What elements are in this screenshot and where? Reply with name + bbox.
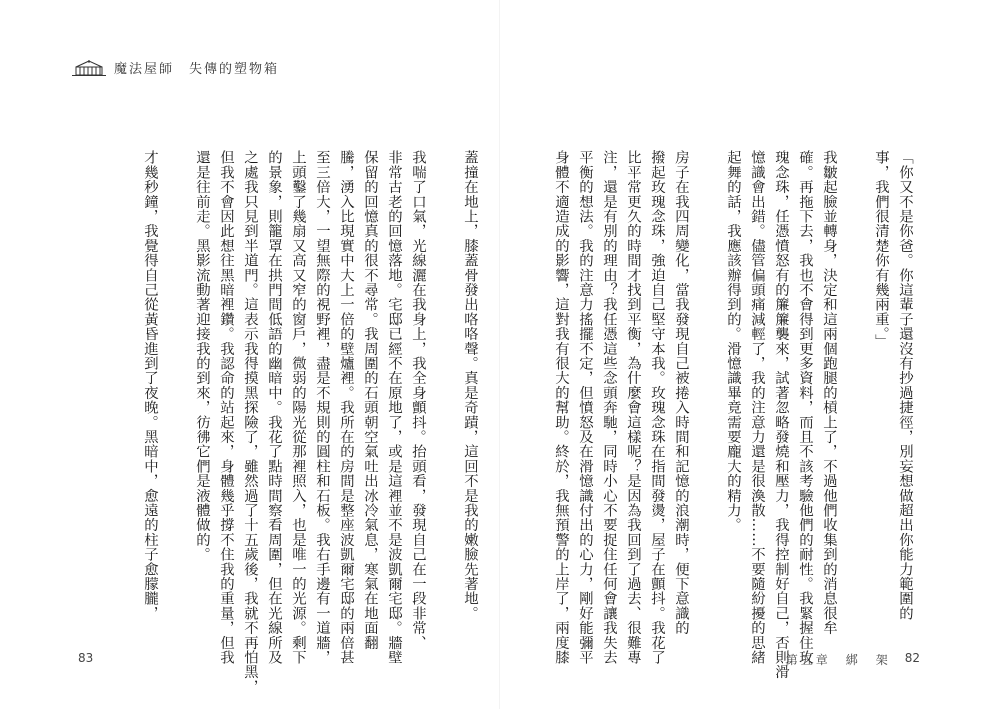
text-line: 的景象，則籠罩在拱門間低語的幽暗中。我花了點時間察看周圍，但在光線所及: [266, 150, 282, 665]
text-line: 至三倍大，一望無際的視野裡，盡是不規則的圓柱和石板。我右手邊有一道牆，: [314, 150, 330, 665]
text-line: 確。再拖下去，我也不會得到更多資料，而且不該考驗他們的耐性。我緊握住玫: [797, 150, 813, 665]
text-line: 撥起玫瑰念珠，強迫自己堅守本我。玫瑰念珠在指間發燙，屋子在顫抖。我花了: [649, 150, 665, 665]
text-line: 事，我們很清楚你有幾兩重。」: [873, 150, 889, 349]
text-line: 我喘了口氣，光線灑在我身上，我全身顫抖。抬頭看，發現自己在一段非常、: [410, 150, 426, 650]
running-head: [72, 58, 279, 77]
page-number-right: 82: [904, 651, 920, 665]
text-line: 房子在我四周變化，當我發現自己被捲入時間和記憶的浪潮時，便下意識的: [673, 150, 689, 636]
text-line: 蓋撞在地上，膝蓋骨發出咯咯聲。真是奇蹟，這回不是我的嫩臉先著地。: [462, 150, 478, 621]
book-title: 魔法屋師 失傳的塑物箱: [114, 62, 280, 77]
chapter-title: 第五章 綁 架: [785, 653, 891, 667]
text-line: 我皺起臉並轉身，決定和這兩個跑腿的槓上了，不過他們收集到的消息很牟: [821, 150, 837, 636]
text-line: 騰，湧入比現實中大上一倍的壁爐裡。我所在的房間是整座波凱爾宅邸的兩倍甚: [338, 150, 354, 665]
text-line: 但我不會因此想往黑暗裡鑽。我認命的站起來，身體幾乎撐不住我的重量，但我: [218, 150, 234, 665]
page-number-left: 83: [78, 651, 94, 665]
text-line: 保留的回憶真的很不尋常。我周圍的石頭朝空氣吐出冰冷氣息，寒氣在地面翻: [362, 150, 378, 650]
text-line: 身體不適造成的影響，這對我有很大的幫助。終於，我無預警的上岸了，兩度膝: [553, 150, 569, 665]
text-line: 平衡的想法。我的注意力搖擺不定，但憤怒及在滑憶識付出的心力，剛好能彌平: [577, 150, 593, 665]
text-line: 之處我只見到半道門。這表示我得摸黑探險了，雖然過了十五歲後，我就不再怕黑，: [242, 150, 258, 694]
left-body-text: [138, 150, 482, 694]
text-line: 「你又不是你爸。你這輩子還沒有抄過捷徑，別妄想做超出你能力範圍的: [897, 150, 913, 621]
text-line: 注，還是有別的理由？我任憑這些念頭奔馳，同時小心不要捉住任何會讓我失去: [601, 150, 617, 665]
text-line: 起舞的話，我應該辦得到的。滑憶識畢竟需要龐大的精力。: [725, 150, 741, 533]
text-line: 憶識會出錯。儘管偏頭痛減輕了，我的注意力還是很渙散……不要隨紛擾的思緒: [749, 150, 765, 665]
text-line: 上頭鑿了幾扇又高又窄的窗戶，微弱的陽光從那裡照入，也是唯一的光源。剩下: [290, 150, 306, 665]
text-line: 才幾秒鐘，我覺得自己從黃昏進到了夜晚。黑暗中，愈遠的柱子愈朦朧，: [142, 150, 158, 621]
text-line: 非常古老的回憶落地。宅邸已經不在原地了，或是這裡並不是波凱爾宅邸。牆壁: [386, 150, 402, 665]
text-line: 比平常更久的時間才找到平衡，為什麼會這樣呢？是因為我回到了過去、很難專: [625, 150, 641, 665]
text-line: 瑰念珠，任憑憤怒有的簾簾襲來，試著忽略發燒和壓力，我得控制好自己，否則滑: [773, 150, 789, 680]
page-footer-right: [786, 651, 920, 668]
circus-tent-icon: [72, 60, 106, 76]
right-page: [500, 0, 1000, 709]
text-line: 還是往前走。黑影流動著迎接我的到來，彷彿它們是液體做的。: [194, 150, 210, 562]
